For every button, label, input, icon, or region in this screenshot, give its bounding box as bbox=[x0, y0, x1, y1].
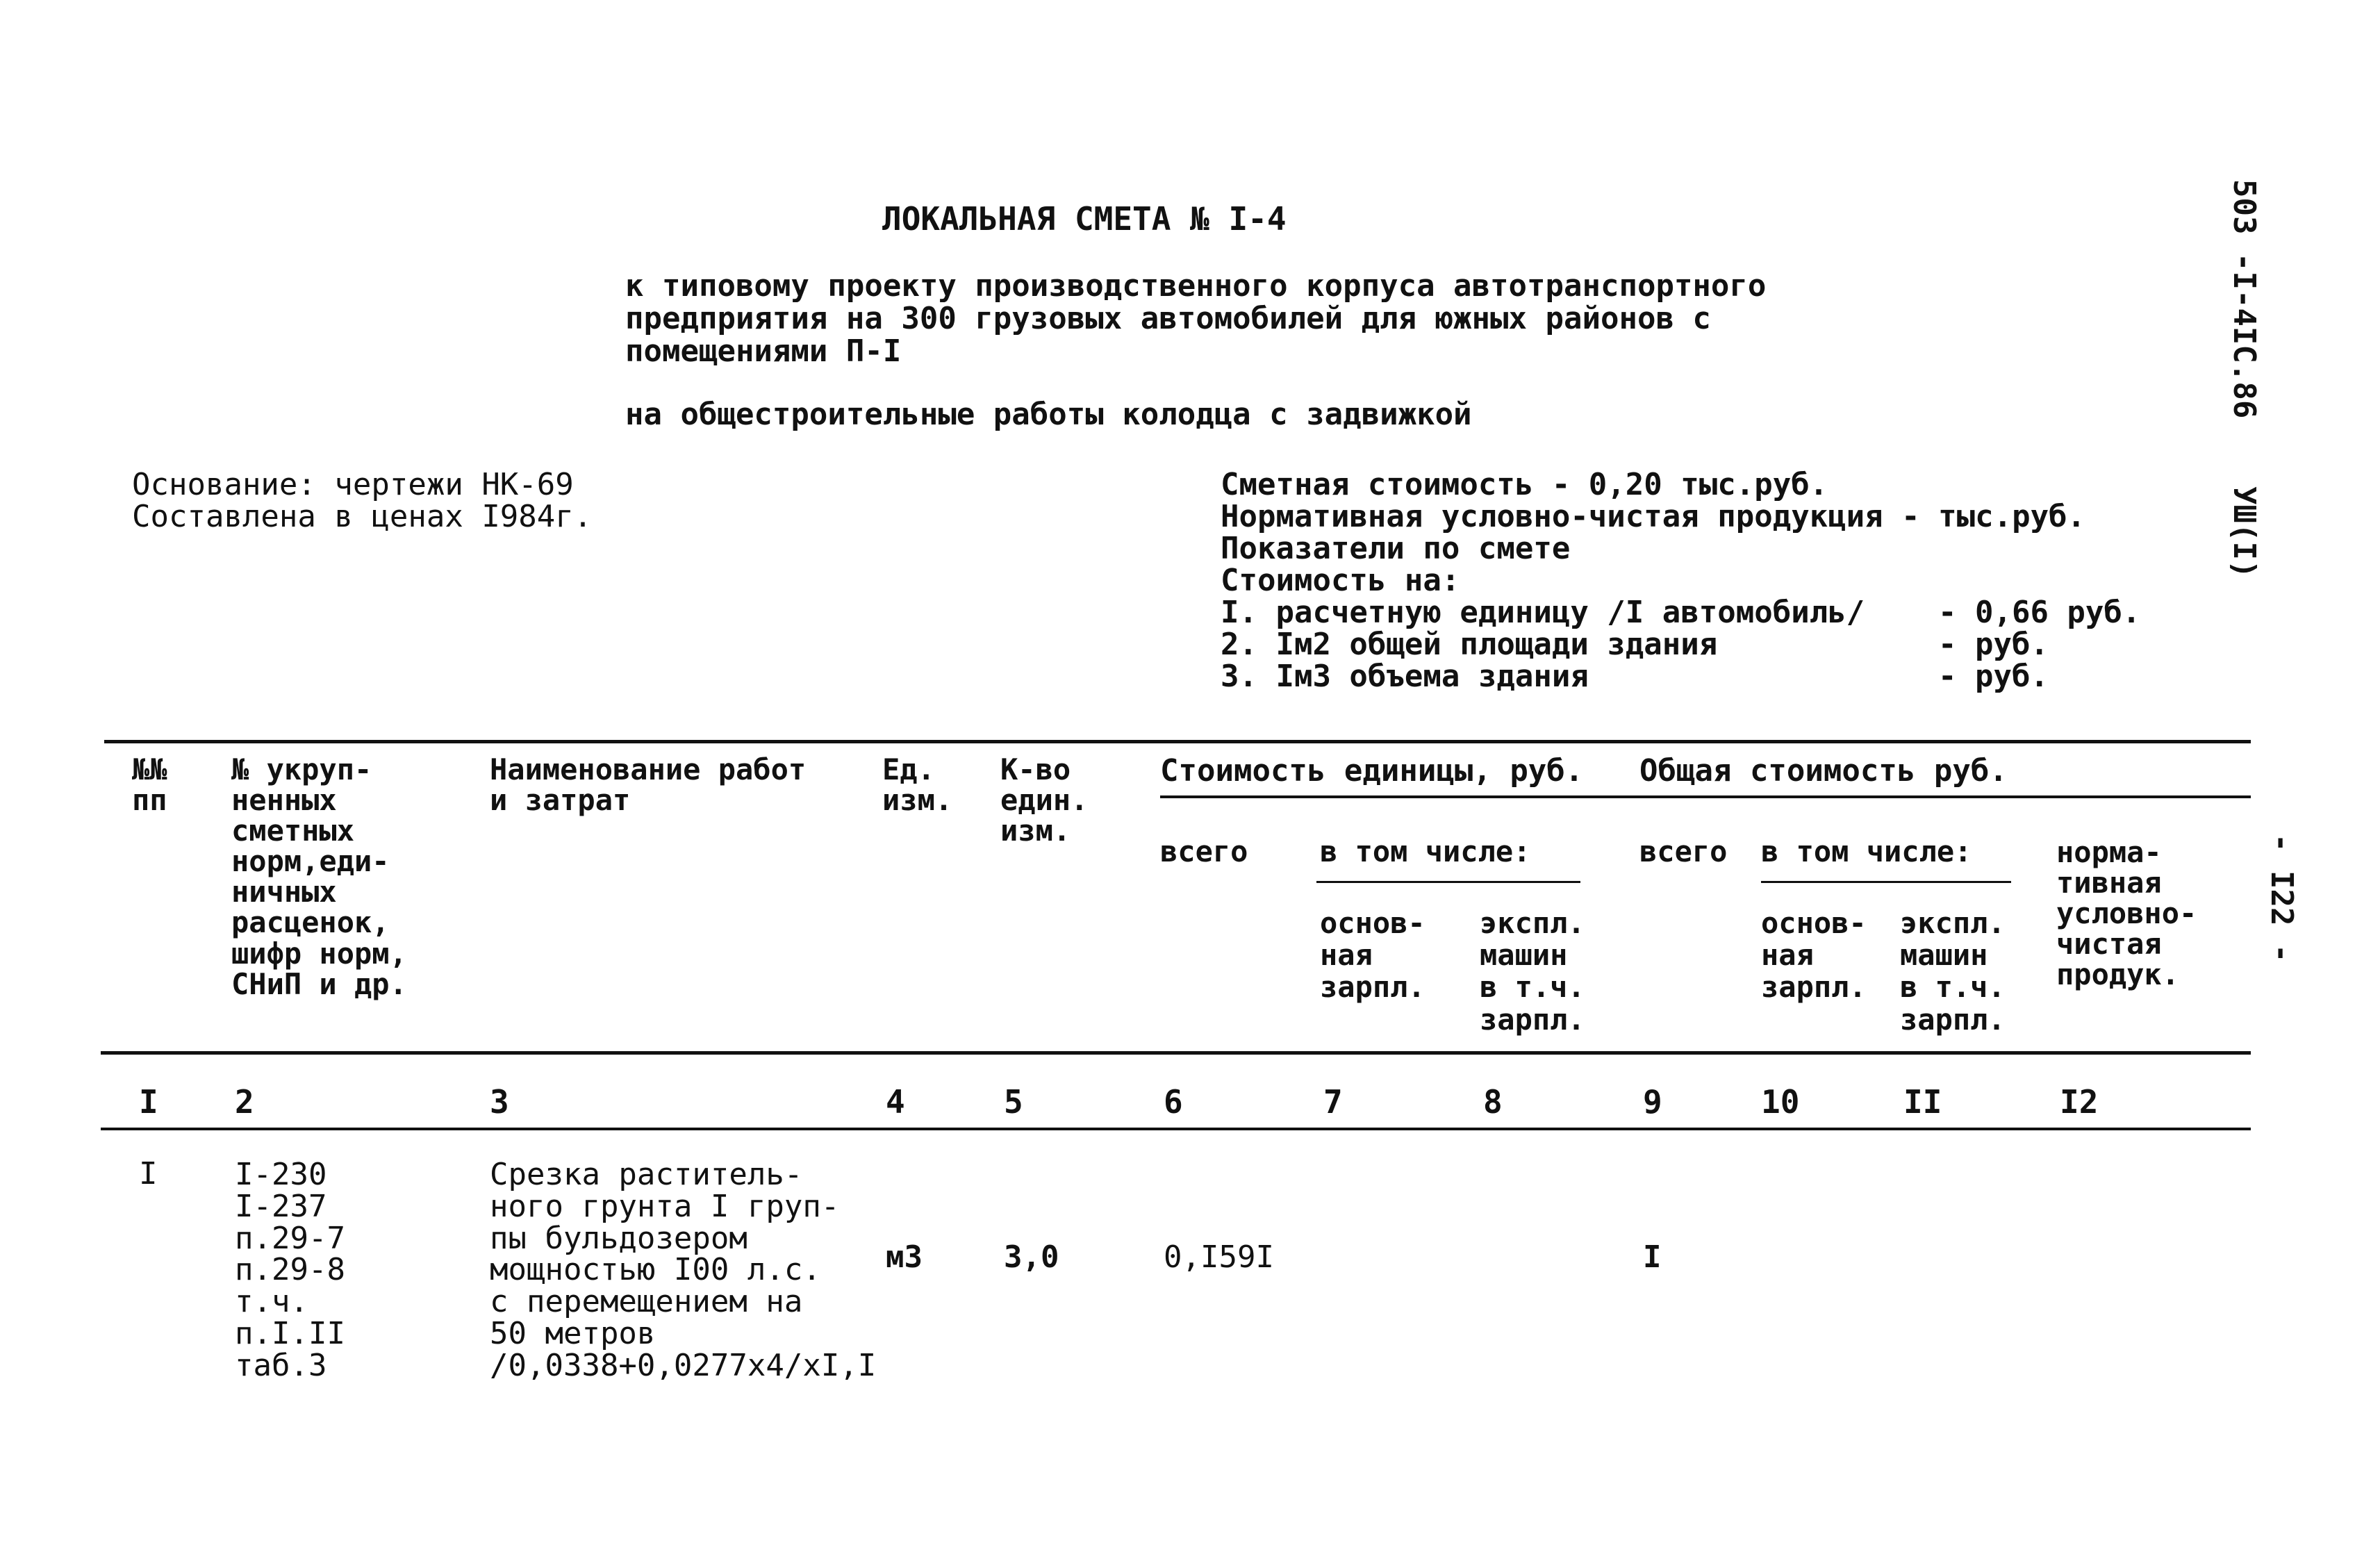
column-number: 10 bbox=[1761, 1083, 1800, 1121]
cost-group-rule bbox=[1160, 795, 2251, 798]
summary-item-3-value: - руб. bbox=[1938, 659, 2049, 694]
header-col-3: Наименование работ и затрат bbox=[490, 752, 807, 818]
basis-line-2: Составлена в ценах I984г. bbox=[132, 499, 593, 534]
summary-item-1: I. расчетную единицу /I автомобиль/ bbox=[1221, 595, 1865, 630]
column-number: 5 bbox=[1004, 1083, 1023, 1121]
header-col-11: экспл. машин в т.ч. зарпл. bbox=[1900, 906, 2006, 1037]
header-col-2: № укруп- ненных сметных норм,еди- ничных расценок, шифр норм, СНиП и др. bbox=[231, 752, 407, 1001]
column-number: II bbox=[1903, 1083, 1942, 1121]
column-number: I bbox=[139, 1083, 158, 1121]
row-quantity: 3,0 bbox=[1004, 1239, 1059, 1275]
page-number: - I22 - bbox=[2264, 834, 2299, 963]
header-col-10-11-group: в том числе: bbox=[1761, 834, 1972, 868]
header-col-6: всего bbox=[1160, 834, 1248, 868]
row-total-cost: I bbox=[1643, 1239, 1662, 1275]
row-work-name: Срезка раститель- ного грунта I груп- пы бульдозером мощностью I00 л.с. с перемещением на 50 метров /0,0338+0,0277x4/xI,I bbox=[490, 1157, 877, 1383]
header-bottom-rule bbox=[101, 1051, 2251, 1055]
header-unit-cost-group: Стоимость единицы, руб. bbox=[1160, 753, 1584, 789]
column-numbers-rule bbox=[101, 1128, 2251, 1130]
subtitle-line-1: к типовому проекту производственного корпуса автотранспортного bbox=[625, 268, 1767, 304]
header-col-9: всего bbox=[1639, 834, 1728, 868]
column-number: 9 bbox=[1643, 1083, 1662, 1121]
column-number: 3 bbox=[490, 1083, 509, 1121]
summary-line-3: Показатели по смете bbox=[1221, 531, 1571, 566]
column-number: I2 bbox=[2060, 1083, 2099, 1121]
header-col-7-8-group: в том числе: bbox=[1320, 834, 1531, 868]
document-code: 503 -I-4IC.86 bbox=[2226, 179, 2262, 419]
work-type: на общестроительные работы колодца с задвижкой bbox=[625, 397, 1472, 432]
summary-line-4: Стоимость на: bbox=[1221, 563, 1460, 598]
header-col-7: основ- ная зарпл. bbox=[1320, 906, 1425, 1005]
volume-label: УШ(I) bbox=[2226, 486, 2262, 579]
page-title: ЛОКАЛЬНАЯ СМЕТА № I-4 bbox=[882, 200, 1287, 238]
row-number: I bbox=[139, 1156, 158, 1191]
header-col-4: Ед. изм. bbox=[882, 752, 953, 818]
summary-line-1: Сметная стоимость - 0,20 тыс.руб. bbox=[1221, 467, 1828, 502]
summary-item-2: 2. Iм2 общей площади здания bbox=[1221, 627, 1718, 662]
table-top-rule bbox=[104, 740, 2251, 743]
header-col-8: экспл. машин в т.ч. зарпл. bbox=[1480, 906, 1585, 1037]
header-col-1: №№ пп bbox=[132, 752, 167, 818]
summary-line-2: Нормативная условно-чистая продукция - тыс.руб. bbox=[1221, 499, 2086, 534]
row-unit: м3 bbox=[886, 1239, 923, 1275]
basis-line-1: Основание: чертежи НК-69 bbox=[132, 467, 574, 502]
header-col-5: К-во един. изм. bbox=[1000, 752, 1089, 848]
subtitle-line-2: предприятия на 300 грузовых автомобилей для южных районов с bbox=[625, 301, 1711, 336]
header-total-cost-group: Общая стоимость руб. bbox=[1639, 753, 2008, 789]
summary-item-2-value: - руб. bbox=[1938, 627, 2049, 662]
column-number: 6 bbox=[1164, 1083, 1183, 1121]
column-number: 8 bbox=[1483, 1083, 1503, 1121]
row-unit-total-cost: 0,I59I bbox=[1164, 1239, 1274, 1275]
column-number: 2 bbox=[235, 1083, 254, 1121]
column-number: 7 bbox=[1323, 1083, 1343, 1121]
header-col-12: норма- тивная условно- чистая продук. bbox=[2056, 835, 2197, 992]
subtitle-line-3: помещениями П-I bbox=[625, 333, 902, 369]
column-number: 4 bbox=[886, 1083, 905, 1121]
summary-item-3: 3. Iм3 объема здания bbox=[1221, 659, 1589, 694]
total-subgroup-rule bbox=[1761, 881, 2011, 883]
summary-item-1-value: - 0,66 руб. bbox=[1938, 595, 2141, 630]
header-col-10: основ- ная зарпл. bbox=[1761, 906, 1867, 1005]
row-norm-code: I-230 I-237 п.29-7 п.29-8 т.ч. п.I.II таб.3 bbox=[235, 1157, 345, 1383]
unit-subgroup-rule bbox=[1316, 881, 1580, 883]
